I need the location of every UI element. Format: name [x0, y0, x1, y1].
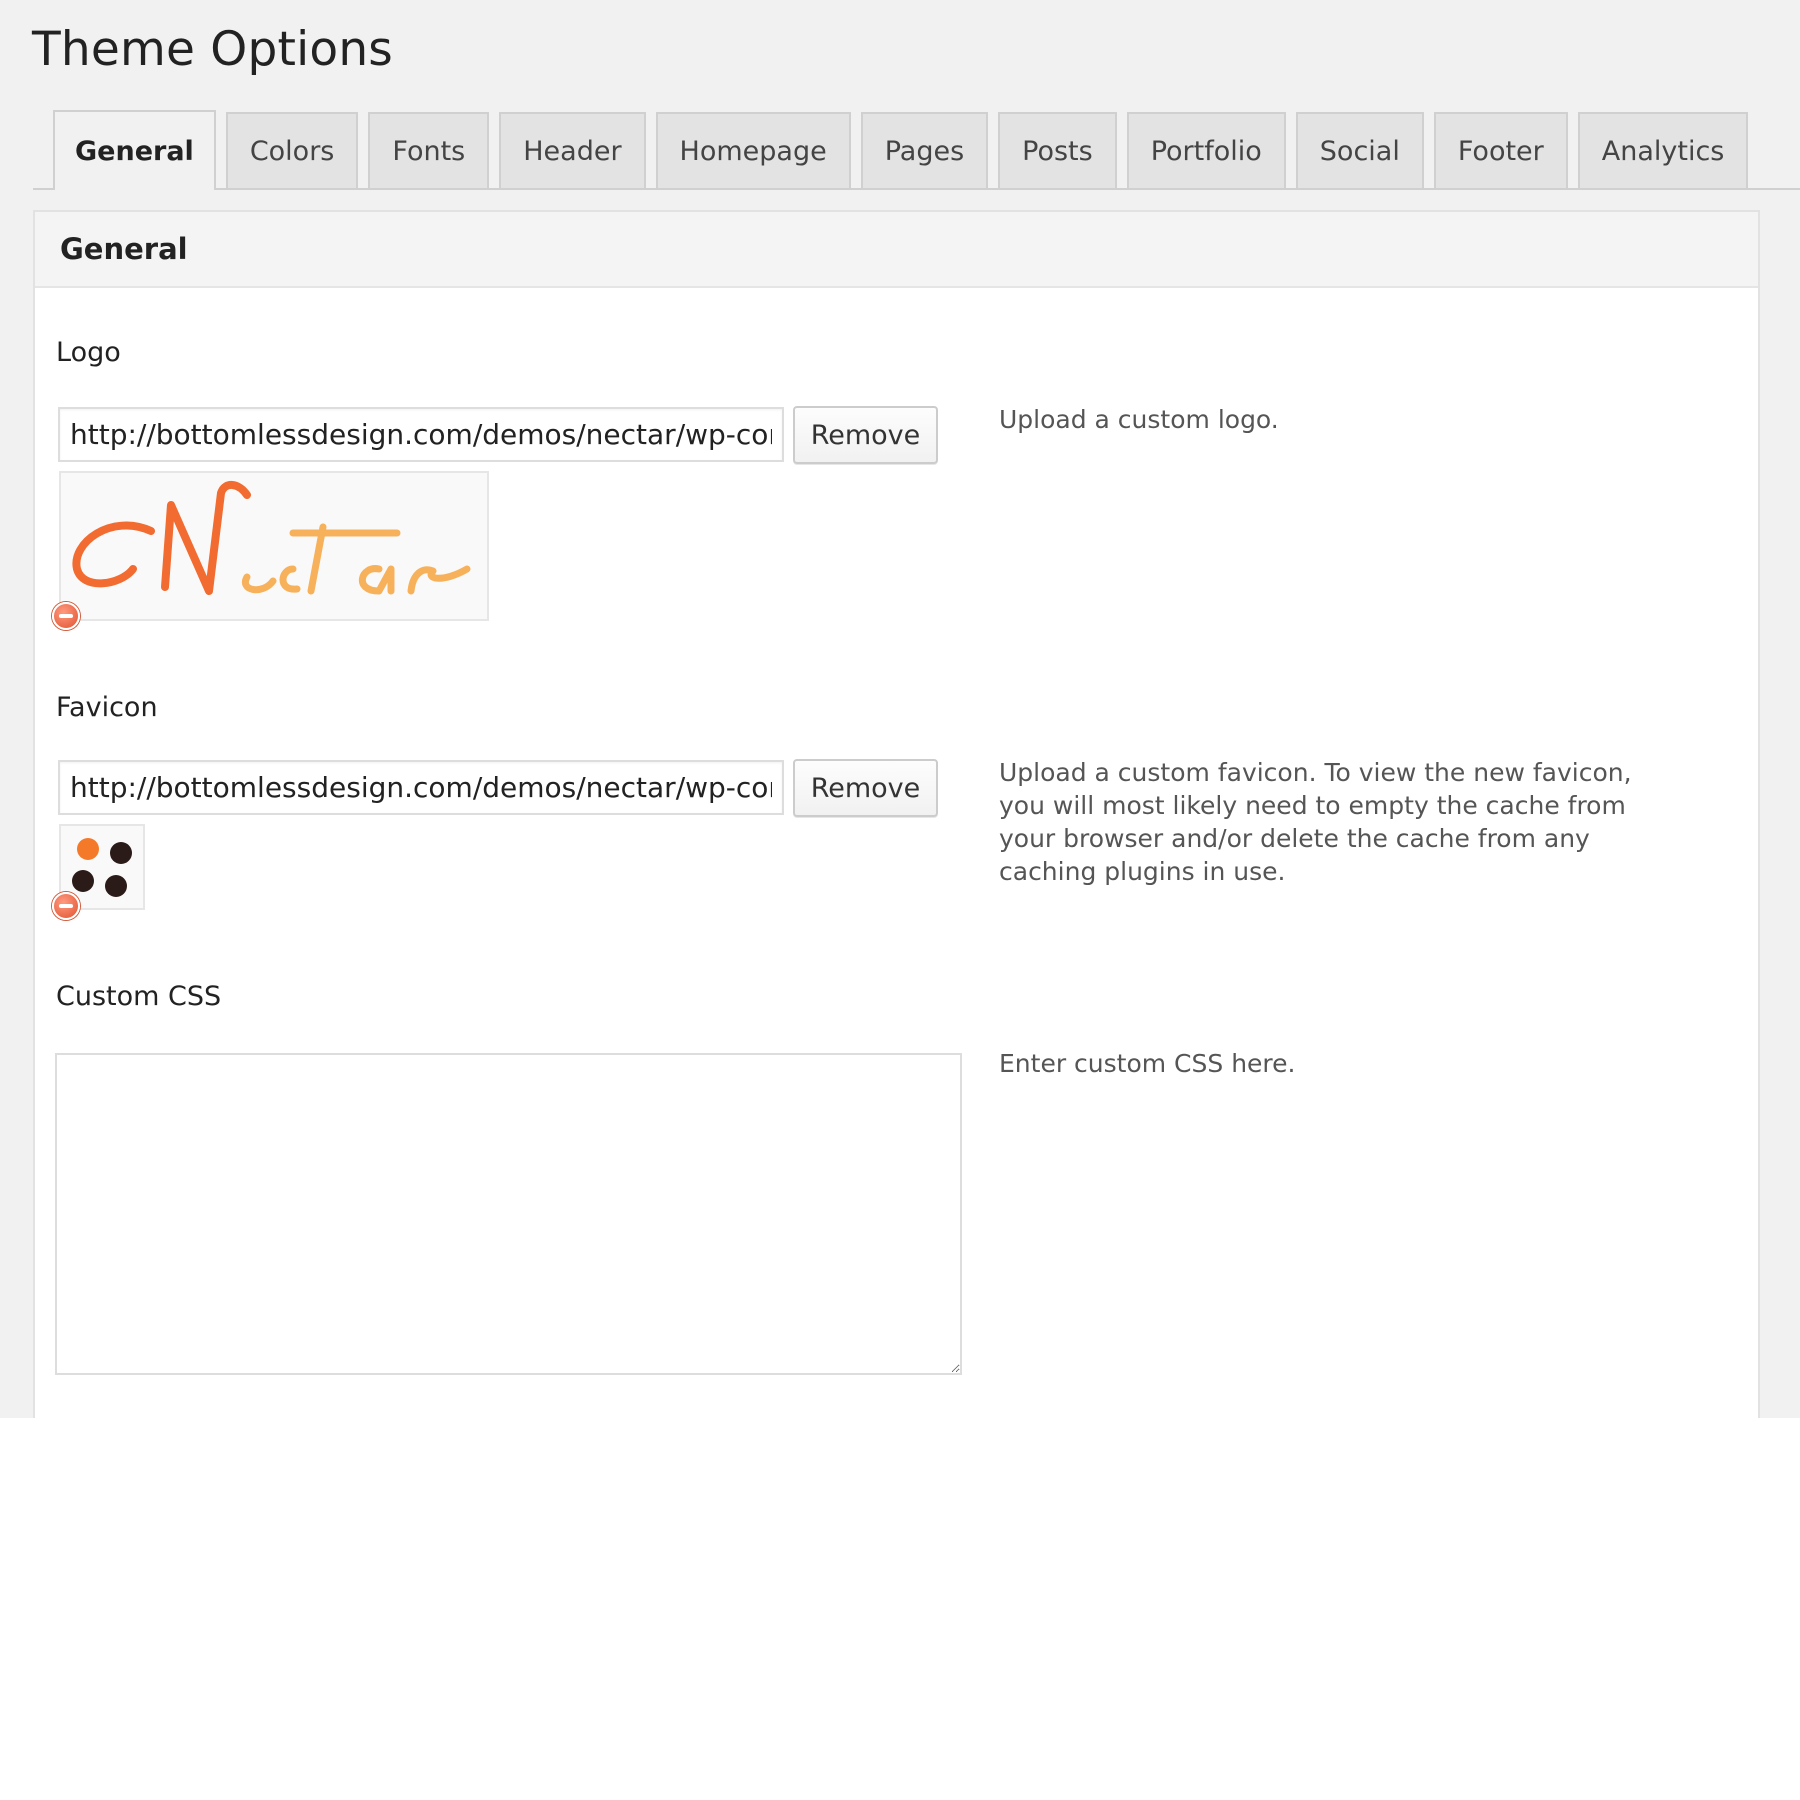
tab-social[interactable]: Social	[1296, 112, 1424, 188]
tab-pages[interactable]: Pages	[861, 112, 988, 188]
custom-css-textarea[interactable]	[55, 1053, 962, 1375]
favicon-minus-circle-icon[interactable]	[52, 892, 80, 920]
logo-letters-ectar	[245, 527, 467, 591]
panel-title: General	[35, 212, 1758, 288]
logo-url-input[interactable]	[58, 407, 784, 462]
tab-bar	[33, 110, 1800, 190]
tab-fonts[interactable]: Fonts	[368, 112, 489, 188]
favicon-description: Upload a custom favicon. To view the new favicon, you will most likely need to empty the cache from your browser and/or delete the cache from any caching plugins in use.	[999, 758, 1632, 886]
tab-posts[interactable]: Posts	[998, 112, 1117, 188]
nectar-logo-image	[61, 473, 487, 619]
logo-preview-text	[487, 473, 488, 474]
logo-label: Logo	[56, 337, 121, 368]
custom-css-label: Custom CSS	[56, 981, 222, 1012]
logo-minus-circle-icon[interactable]	[52, 602, 80, 630]
tab-homepage[interactable]: Homepage	[656, 112, 851, 188]
tab-analytics[interactable]: Analytics	[1578, 112, 1749, 188]
favicon-label: Favicon	[56, 692, 158, 723]
page-title: Theme Options	[32, 22, 393, 77]
logo-preview	[59, 471, 489, 621]
tab-colors[interactable]: Colors	[226, 112, 359, 188]
tab-header[interactable]: Header	[499, 112, 645, 188]
favicon-dot-orange	[77, 838, 99, 860]
favicon-dot-dark	[72, 870, 94, 892]
favicon-dot-dark	[105, 875, 127, 897]
logo-letter-n	[76, 485, 247, 591]
tab-general[interactable]: General	[53, 110, 216, 190]
tab-portfolio[interactable]: Portfolio	[1127, 112, 1286, 188]
logo-remove-button[interactable]: Remove	[793, 406, 938, 464]
tab-footer[interactable]: Footer	[1434, 112, 1568, 188]
logo-description: Upload a custom logo.	[999, 405, 1279, 434]
favicon-remove-button[interactable]: Remove	[793, 759, 938, 817]
custom-css-description: Enter custom CSS here.	[999, 1049, 1296, 1078]
favicon-dot-dark	[110, 842, 132, 864]
favicon-url-input[interactable]	[58, 760, 784, 815]
general-panel	[33, 210, 1760, 1418]
